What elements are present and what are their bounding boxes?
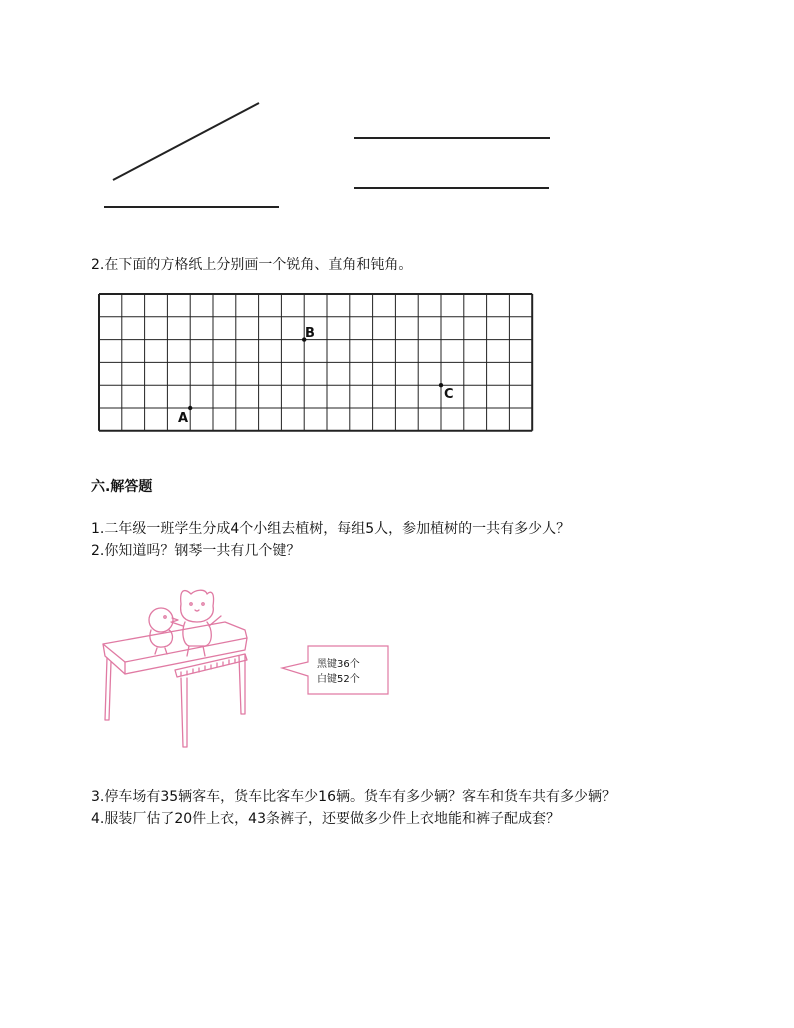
slanted-line xyxy=(113,103,259,180)
point-label-b: B xyxy=(305,326,315,341)
point-label-c: C xyxy=(444,387,454,402)
point-c-dot xyxy=(439,383,443,387)
white-keys-label: 白键52个 xyxy=(317,674,360,685)
line-figures xyxy=(0,0,794,230)
black-keys-label: 黑键36个 xyxy=(317,659,360,670)
point-label-a: A xyxy=(178,411,189,426)
question-1: 1.二年级一班学生分成4个小组去植树，每组5人，参加植树的一共有多少人？ xyxy=(91,521,571,537)
piano-with-animals-icon xyxy=(95,582,295,752)
q2-prompt: 2.在下面的方格纸上分别画一个锐角、直角和钝角。 xyxy=(91,257,413,273)
section-title: 六.解答题 xyxy=(91,479,153,495)
point-a-dot xyxy=(188,406,192,410)
question-3: 3.停车场有35辆客车，货车比客车少16辆。货车有多少辆？客车和货车共有多少辆？ xyxy=(91,789,616,805)
question-2: 2.你知道吗？钢琴一共有几个键？ xyxy=(91,543,301,559)
grid-paper xyxy=(95,290,540,436)
question-4: 4.服装厂估了20件上衣，43条裤子，还要做多少件上衣地能和裤子配成套？ xyxy=(91,811,560,827)
